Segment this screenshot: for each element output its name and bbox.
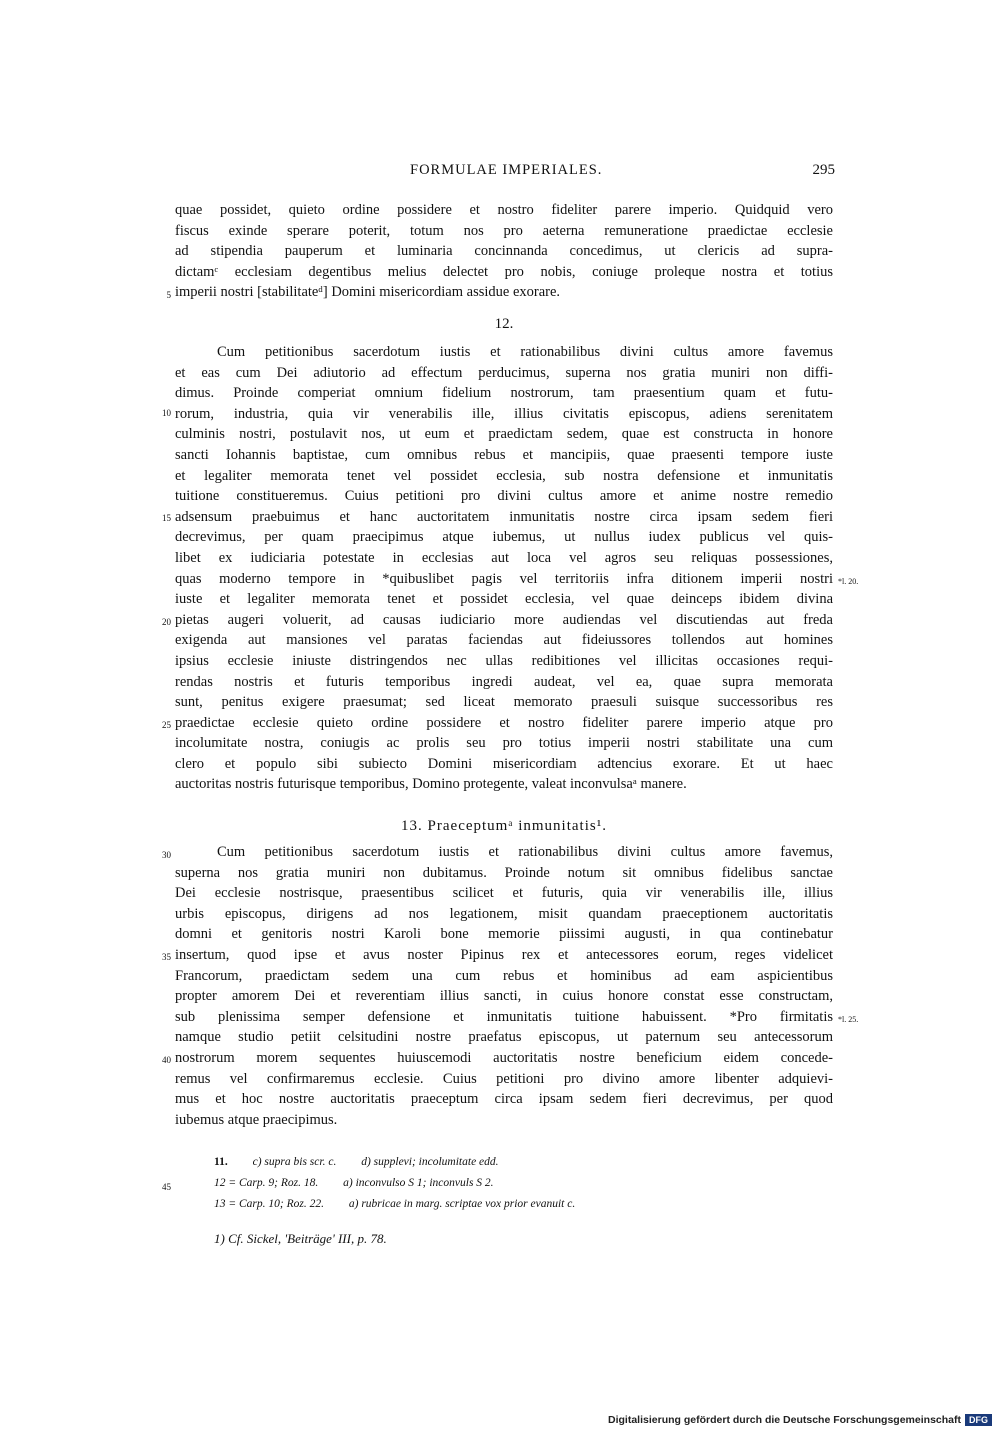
text-line: et eas cum Dei adiutorio ad effectum perducimus, superna nos gratia muniri non diffi- [175,364,833,381]
text-line: praedictae ecclesie quieto ordine possidere et nostro fideliter parere imperio atque pro [175,714,833,731]
apparatus-notes [214,1152,597,1249]
text-line: decrevimus, per quam praecipimus atque iubemus, ut nullus iudex publicus vel quis- [175,529,833,546]
note-line [214,1173,597,1194]
text-line: ipsius ecclesie iniuste distringendos nec ullas redibitiones vel illicitas occasiones requi- [175,652,833,669]
footnote: 1) Cf. Sickel, 'Beiträge' III, p. 78. [214,1231,387,1246]
text-line: adsensum praebuimus et hanc auctoritatem inmunitatis nostre circa ipsam sedem fieri [175,508,833,525]
note-text: 12 = Carp. 9; Roz. 18. [214,1177,319,1189]
text-line: mus et hoc nostre auctoritatis praeceptum circa ipsam sedem fieri decrevimus, per quod [175,1091,833,1108]
text-line: exigenda aut mansiones vel paratas faciendas aut fideiussores tollendos aut homines [175,632,833,649]
note-text: a) rubricae in marg. scriptae vox prior evanuit c. [348,1198,576,1210]
section-13-text [175,842,833,1130]
section-12-text [175,342,833,795]
line-number: 25 [162,720,171,730]
text-line: Dei ecclesie nostrisque, praesentibus scilicet et futuris, quia vir venerabilis ille, illius [175,885,833,902]
text-line: clero et populo sibi subiecto Domini misericordiam adtencius exorare. Et ut haec [175,755,833,772]
sponsor-text: Digitalisierung gefördert durch die Deutsche Forschungsgemeinschaft [608,1414,961,1426]
text-line: sunt, penitus exigere praesumat; sed liceat memorato praesuli suisque successoribus res [175,694,833,711]
section-heading-12: 12. [494,316,514,332]
text-line: imperii nostri [stabilitateᵈ] Domini misericordiam assidue exorare. [175,284,561,301]
line-number: 40 [162,1055,171,1065]
text-line: Cum petitionibus sacerdotum iustis et rationabilibus divini cultus amore favemus [217,344,833,360]
note-text: c) supra bis scr. c. [252,1156,337,1168]
line-number: 15 [162,513,171,523]
text-line: namque studio petiit celsitudini nostre praefatus episcopus, ut paternum seu antecessorum [175,1029,833,1046]
line-number: 45 [162,1182,171,1192]
margin-reference: *l. 25. [838,1015,859,1024]
text-line: remus vel confirmaremus ecclesie. Cuius petitioni pro divino amore libenter adquievi- [175,1070,833,1087]
sponsor-footer [608,1414,992,1426]
running-title: FORMULAE IMPERIALES. [410,162,603,178]
text-line: superna nos gratia muniri non dubitamus. Proinde notum sit omnibus fidelibus sanctae [175,864,833,881]
text-line: quas moderno tempore in *quibuslibet pagis vel territoriis infra ditionem imperii nostri [175,570,833,587]
text-line: ad stipendia pauperum et luminaria concinnanda concedimus, ut clericis ad supra- [175,243,833,260]
text-line: urbis episcopus, dirigens ad nos legationem, misit quandam praeceptionem auctoritatis [175,905,833,922]
line-number: 30 [162,850,171,860]
text-line: domni et genitoris nostri Karoli bone memorie piissimi augusti, in qua continebatur [175,926,833,943]
note-text: 13 = Carp. 10; Roz. 22. [214,1198,324,1210]
section-heading-13: 13. Praeceptumᵃ inmunitatis¹. [401,818,607,834]
note-line [214,1194,597,1215]
text-line: incolumitate nostra, coniugis ac prolis seu pro totius imperii nostri stabilitate una cum [175,735,833,752]
text-line: auctoritas nostris futurisque temporibus, Domino protegente, valeat inconvulsaᵃ manere. [175,776,687,793]
line-number: 5 [166,290,171,300]
line-number: 35 [162,952,171,962]
text-line: iubemus atque praecipimus. [175,1111,338,1128]
text-line: dictamᶜ ecclesiam degentibus melius delectet pro nobis, coniuge proleque nostra et totius [175,263,833,280]
page-number: 295 [812,162,835,178]
text-line: iuste et legaliter memorata tenet et possidet ecclesia, vel quae deinceps ibidem divina [175,591,833,608]
note-text: d) supplevi; incolumitate edd. [361,1156,499,1168]
dfg-logo: DFG [965,1414,992,1426]
text-line: sub plenissima semper defensione et inmunitatis tuitione habuissent. *Pro firmitatis [175,1008,833,1025]
text-line: propter amorem Dei et reverentiam illius sancti, in cuius honore constat esse constructam, [175,988,833,1005]
paragraph-continuation [175,200,833,303]
text-line: quae possidet, quieto ordine possidere et nostro fideliter parere imperio. Quidquid vero [175,202,833,218]
text-line: dimus. Proinde comperiat omnium fidelium nostrorum, tam praesentium quam et futu- [175,385,833,402]
note-line [214,1152,597,1173]
text-line: rorum, industria, quia vir venerabilis ille, illius civitatis episcopus, adiens serenitatem [175,405,833,422]
text-line: nostrorum morem sequentes huiuscemodi auctoritatis nostre beneficium eidem concede- [175,1049,833,1066]
text-line: insertum, quod ipse et avus noster Pipinus rex et antecessores eorum, reges videlicet [175,946,833,963]
text-line: sancti Iohannis baptistae, cum omnibus rebus et mancipiis, quae praesenti tempore iuste [175,446,833,463]
note-text: a) inconvulso S 1; inconvuls S 2. [343,1177,494,1189]
text-line: culminis nostri, postulavit nos, ut eum et praedictam sedem, quae est constructa in honore [175,426,833,443]
margin-reference: *l. 20. [838,577,859,586]
line-number: 20 [162,617,171,627]
text-line: Francorum, praedictam sedem una cum rebus et hominibus ad eam aspicientibus [175,967,833,984]
text-line: tuitione constitueremus. Cuius petitioni pro divini cultus amore et anime nostre remedio [175,488,833,505]
line-number: 10 [162,408,171,418]
text-line: pietas augeri voluerit, ad causas iudiciario more audiendas vel discutiendas aut freda [175,611,833,628]
text-line: rendas nostris et futuris temporibus ingredi audeat, vel ea, quae supra memorata [175,673,833,690]
note-number: 11. [214,1156,228,1168]
text-line: libet ex iudiciaria potestate in ecclesias aut loca vel agros seu reliquas possessiones, [175,549,833,566]
text-line: et legaliter memorata tenet vel possidet ecclesia, sub nostra defensione et inmunitatis [175,467,833,484]
page-header [175,162,835,184]
text-line: fiscus exinde sperare poterit, totum nos pro aeterna remuneratione praedictae ecclesie [175,222,833,239]
text-line: Cum petitionibus sacerdotum iustis et rationabilibus divini cultus amore favemus, [217,844,833,860]
